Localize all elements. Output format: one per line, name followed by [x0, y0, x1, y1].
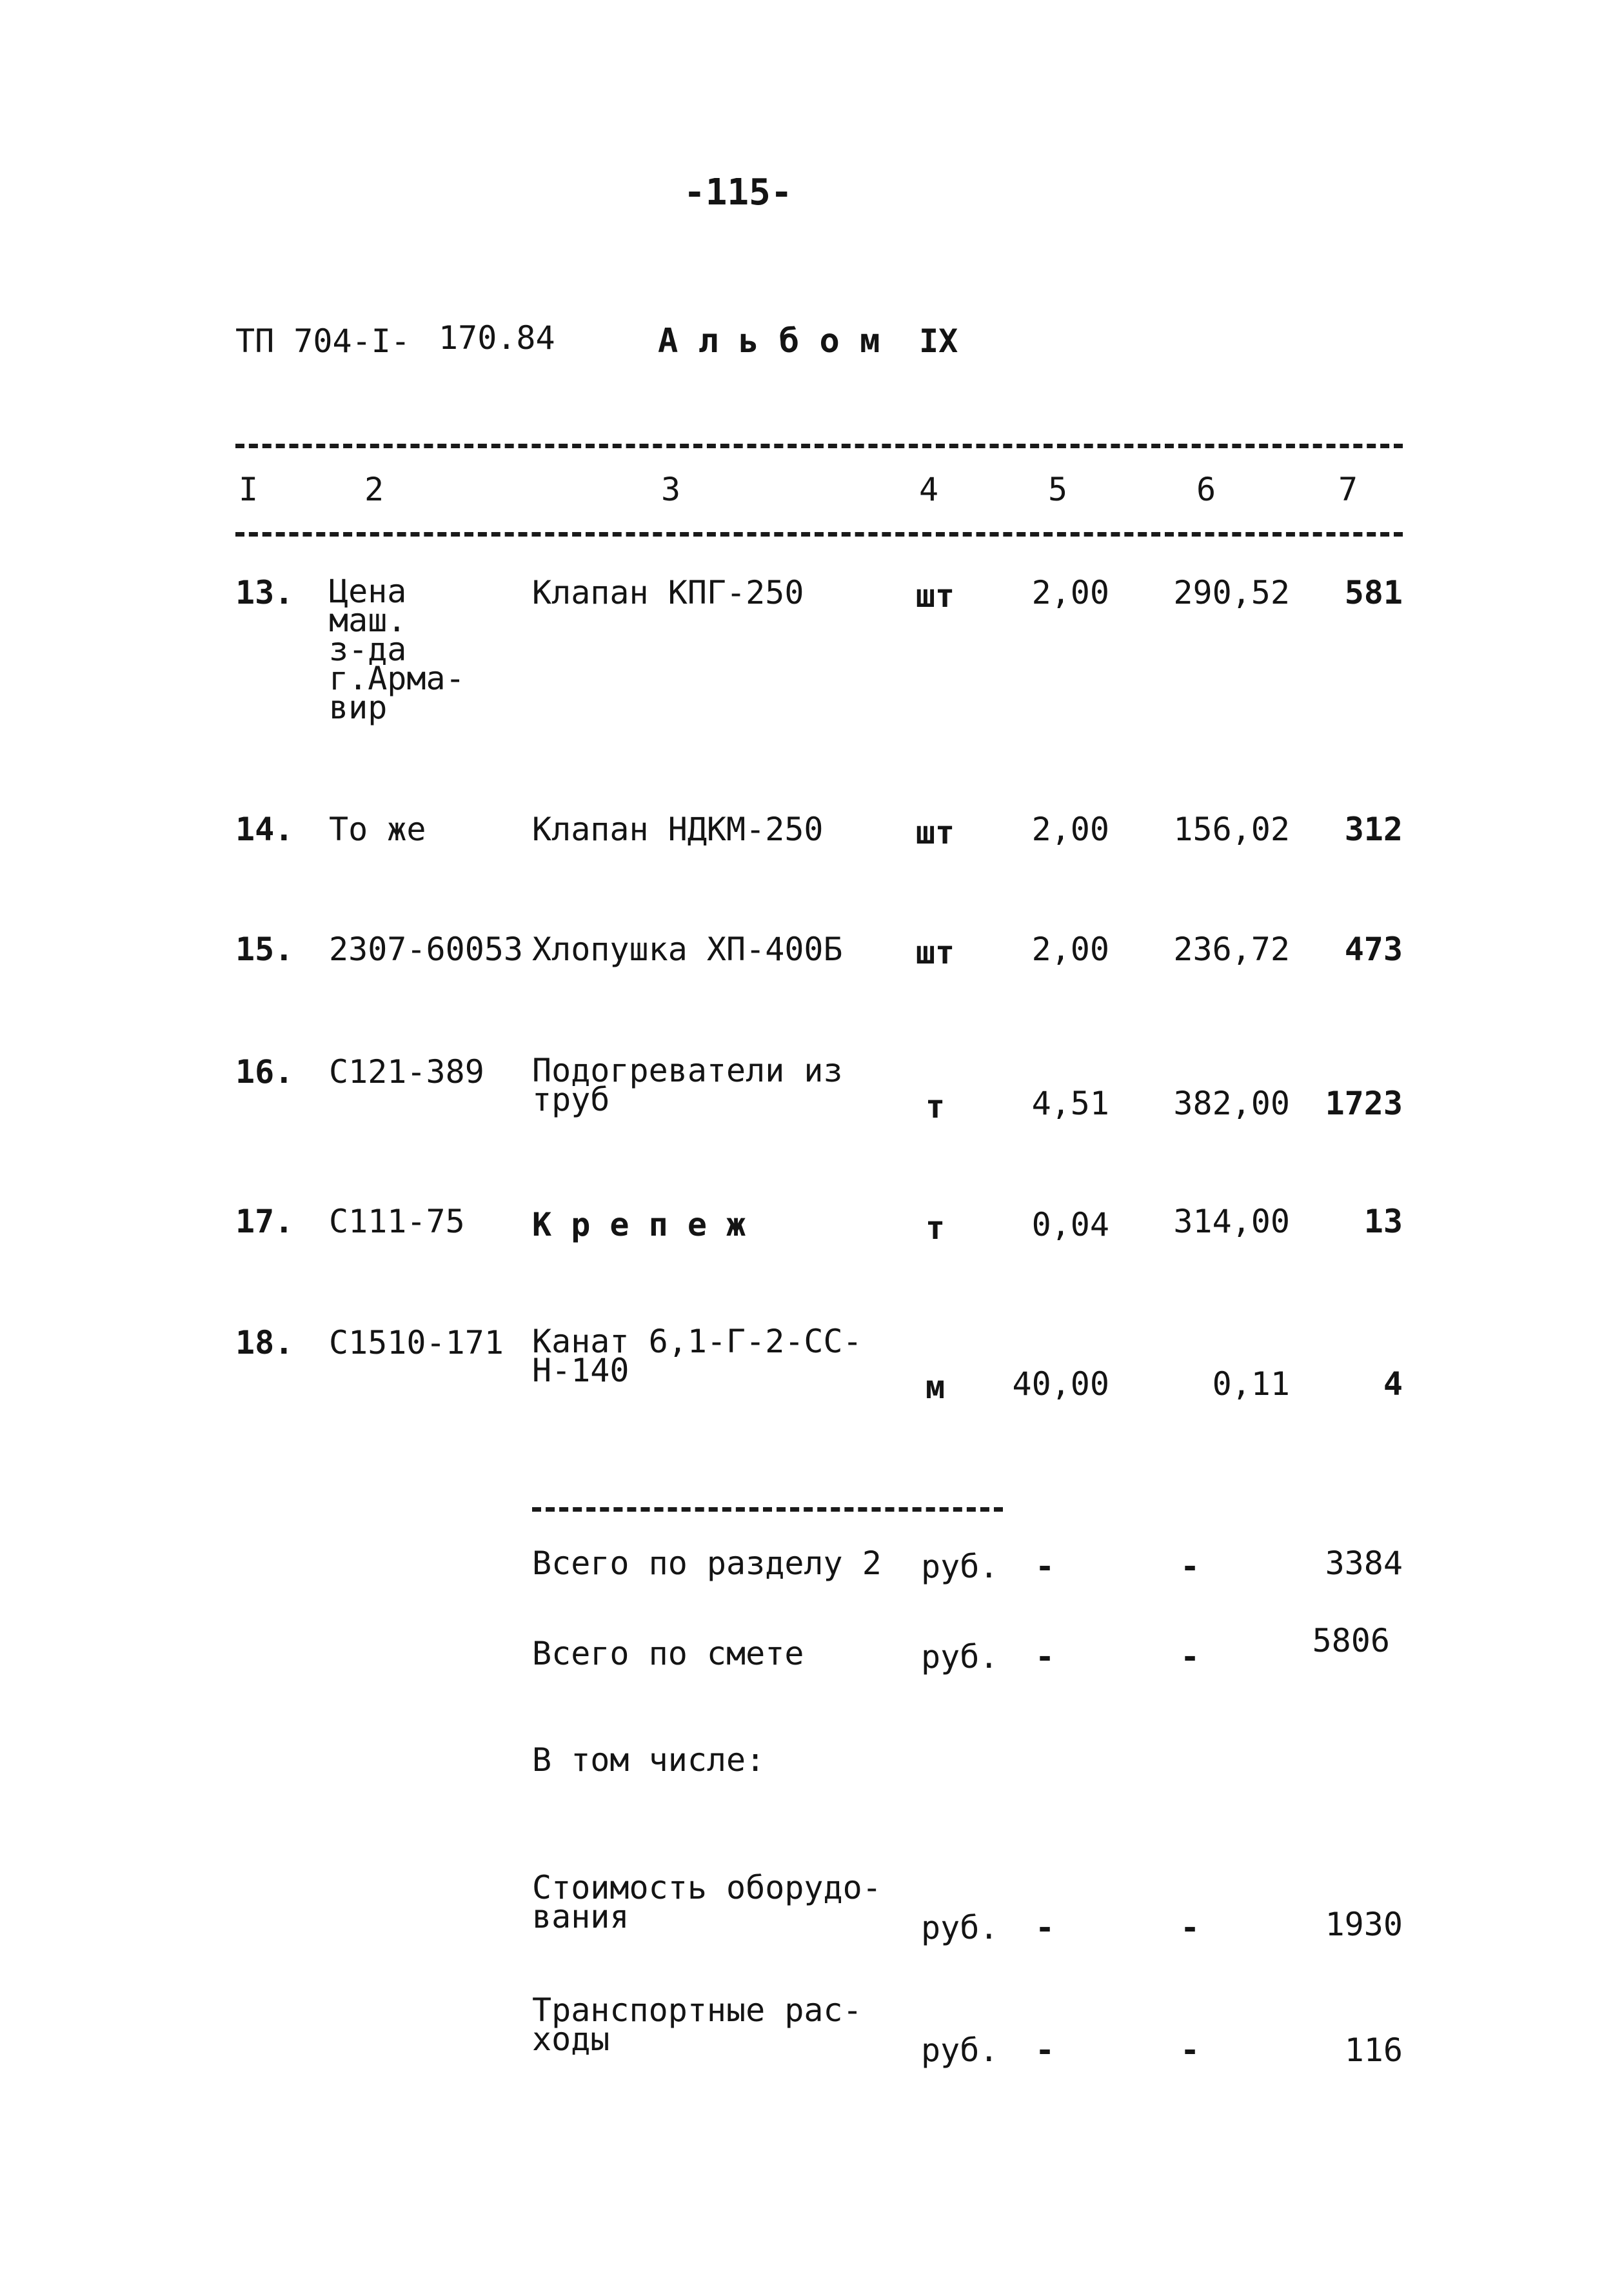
row-basis: То же: [329, 811, 426, 848]
album-label: А л ь б о м: [658, 322, 880, 361]
sub-item-price: -: [1180, 1909, 1200, 1946]
album-number: IX: [919, 322, 958, 360]
row-qty: 40,00: [1012, 1365, 1109, 1403]
row-qty: 0,04: [1031, 1206, 1109, 1243]
row-basis: 2307-60053: [329, 931, 524, 968]
row-price: 382,00: [1173, 1085, 1290, 1122]
row-number: 18.: [235, 1324, 294, 1361]
column-header: 3: [661, 471, 681, 508]
row-unit: м: [925, 1369, 946, 1406]
column-header: 7: [1338, 471, 1358, 508]
total-qty: -: [1035, 1548, 1055, 1585]
row-unit: шт: [915, 577, 955, 615]
row-unit: шт: [915, 814, 955, 851]
table-top-rule: [235, 444, 1403, 448]
table-header-rule: [235, 532, 1403, 537]
total-unit: руб.: [921, 1548, 999, 1585]
column-header: 2: [364, 471, 384, 508]
row-name: Хлопушка ХП-400Б: [532, 931, 843, 968]
row-number: 15.: [235, 931, 294, 968]
including-label: В том числе:: [532, 1741, 766, 1779]
row-qty: 2,00: [1031, 931, 1109, 968]
row-name: Клапан НДКМ-250: [532, 811, 824, 848]
row-total: 581: [1344, 574, 1403, 611]
column-header: 5: [1048, 471, 1068, 508]
total-label: Всего по смете: [532, 1635, 804, 1672]
row-total: 1723: [1325, 1085, 1403, 1122]
row-total: 312: [1344, 811, 1403, 848]
row-number: 13.: [235, 574, 294, 611]
row-unit: т: [925, 1209, 946, 1247]
row-total: 13: [1363, 1203, 1403, 1240]
total-label: Всего по разделу 2: [532, 1545, 882, 1582]
doc-code: ТП 704-I-: [235, 322, 410, 360]
row-number: 17.: [235, 1203, 294, 1240]
row-total: 4: [1383, 1365, 1403, 1403]
total-price: -: [1180, 1548, 1200, 1585]
total-qty: -: [1035, 1638, 1055, 1675]
row-basis: Цена маш. з-да г.Арма- вир: [329, 573, 465, 726]
sub-item-label: Транспортные рас- ходы: [532, 1991, 862, 2058]
total-unit: руб.: [921, 1638, 999, 1675]
row-price: 156,02: [1173, 811, 1290, 848]
row-name: К р е п е ж: [532, 1206, 746, 1243]
row-qty: 2,00: [1031, 811, 1109, 848]
row-price: 314,00: [1173, 1203, 1290, 1240]
row-name: Клапан КПГ-250: [532, 574, 804, 611]
row-price: 236,72: [1173, 931, 1290, 968]
totals-rule: [532, 1507, 1003, 1512]
row-basis: С1510-171: [329, 1324, 504, 1361]
sub-item-qty: -: [1035, 1909, 1055, 1946]
row-qty: 4,51: [1031, 1085, 1109, 1122]
sub-item-price: -: [1180, 2031, 1200, 2069]
row-price: 290,52: [1173, 574, 1290, 611]
sub-item-value: 116: [1344, 2031, 1403, 2069]
sub-item-qty: -: [1035, 2031, 1055, 2069]
column-header: 4: [919, 471, 939, 508]
row-number: 16.: [235, 1053, 294, 1091]
total-price: -: [1180, 1638, 1200, 1675]
total-value: 5806: [1312, 1622, 1390, 1659]
sub-item-label: Стоимость оборудо- вания: [532, 1869, 882, 1935]
doc-number: 170.84: [439, 319, 555, 357]
sub-item-unit: руб.: [921, 1909, 999, 1946]
column-header: I: [239, 471, 259, 508]
row-total: 473: [1344, 931, 1403, 968]
sub-item-unit: руб.: [921, 2031, 999, 2069]
page-number: -115-: [684, 172, 793, 213]
sub-item-value: 1930: [1325, 1906, 1403, 1943]
row-basis: С121-389: [329, 1053, 484, 1091]
row-number: 14.: [235, 811, 294, 848]
column-header: 6: [1196, 471, 1216, 508]
row-unit: т: [925, 1088, 946, 1125]
row-name: Канат 6,1-Г-2-СС- Н-140: [532, 1323, 862, 1389]
row-price: 0,11: [1212, 1365, 1290, 1403]
total-value: 3384: [1325, 1545, 1403, 1582]
row-basis: С111-75: [329, 1203, 465, 1240]
row-name: Подогреватели из труб: [532, 1052, 843, 1118]
row-unit: шт: [915, 934, 955, 971]
row-qty: 2,00: [1031, 574, 1109, 611]
